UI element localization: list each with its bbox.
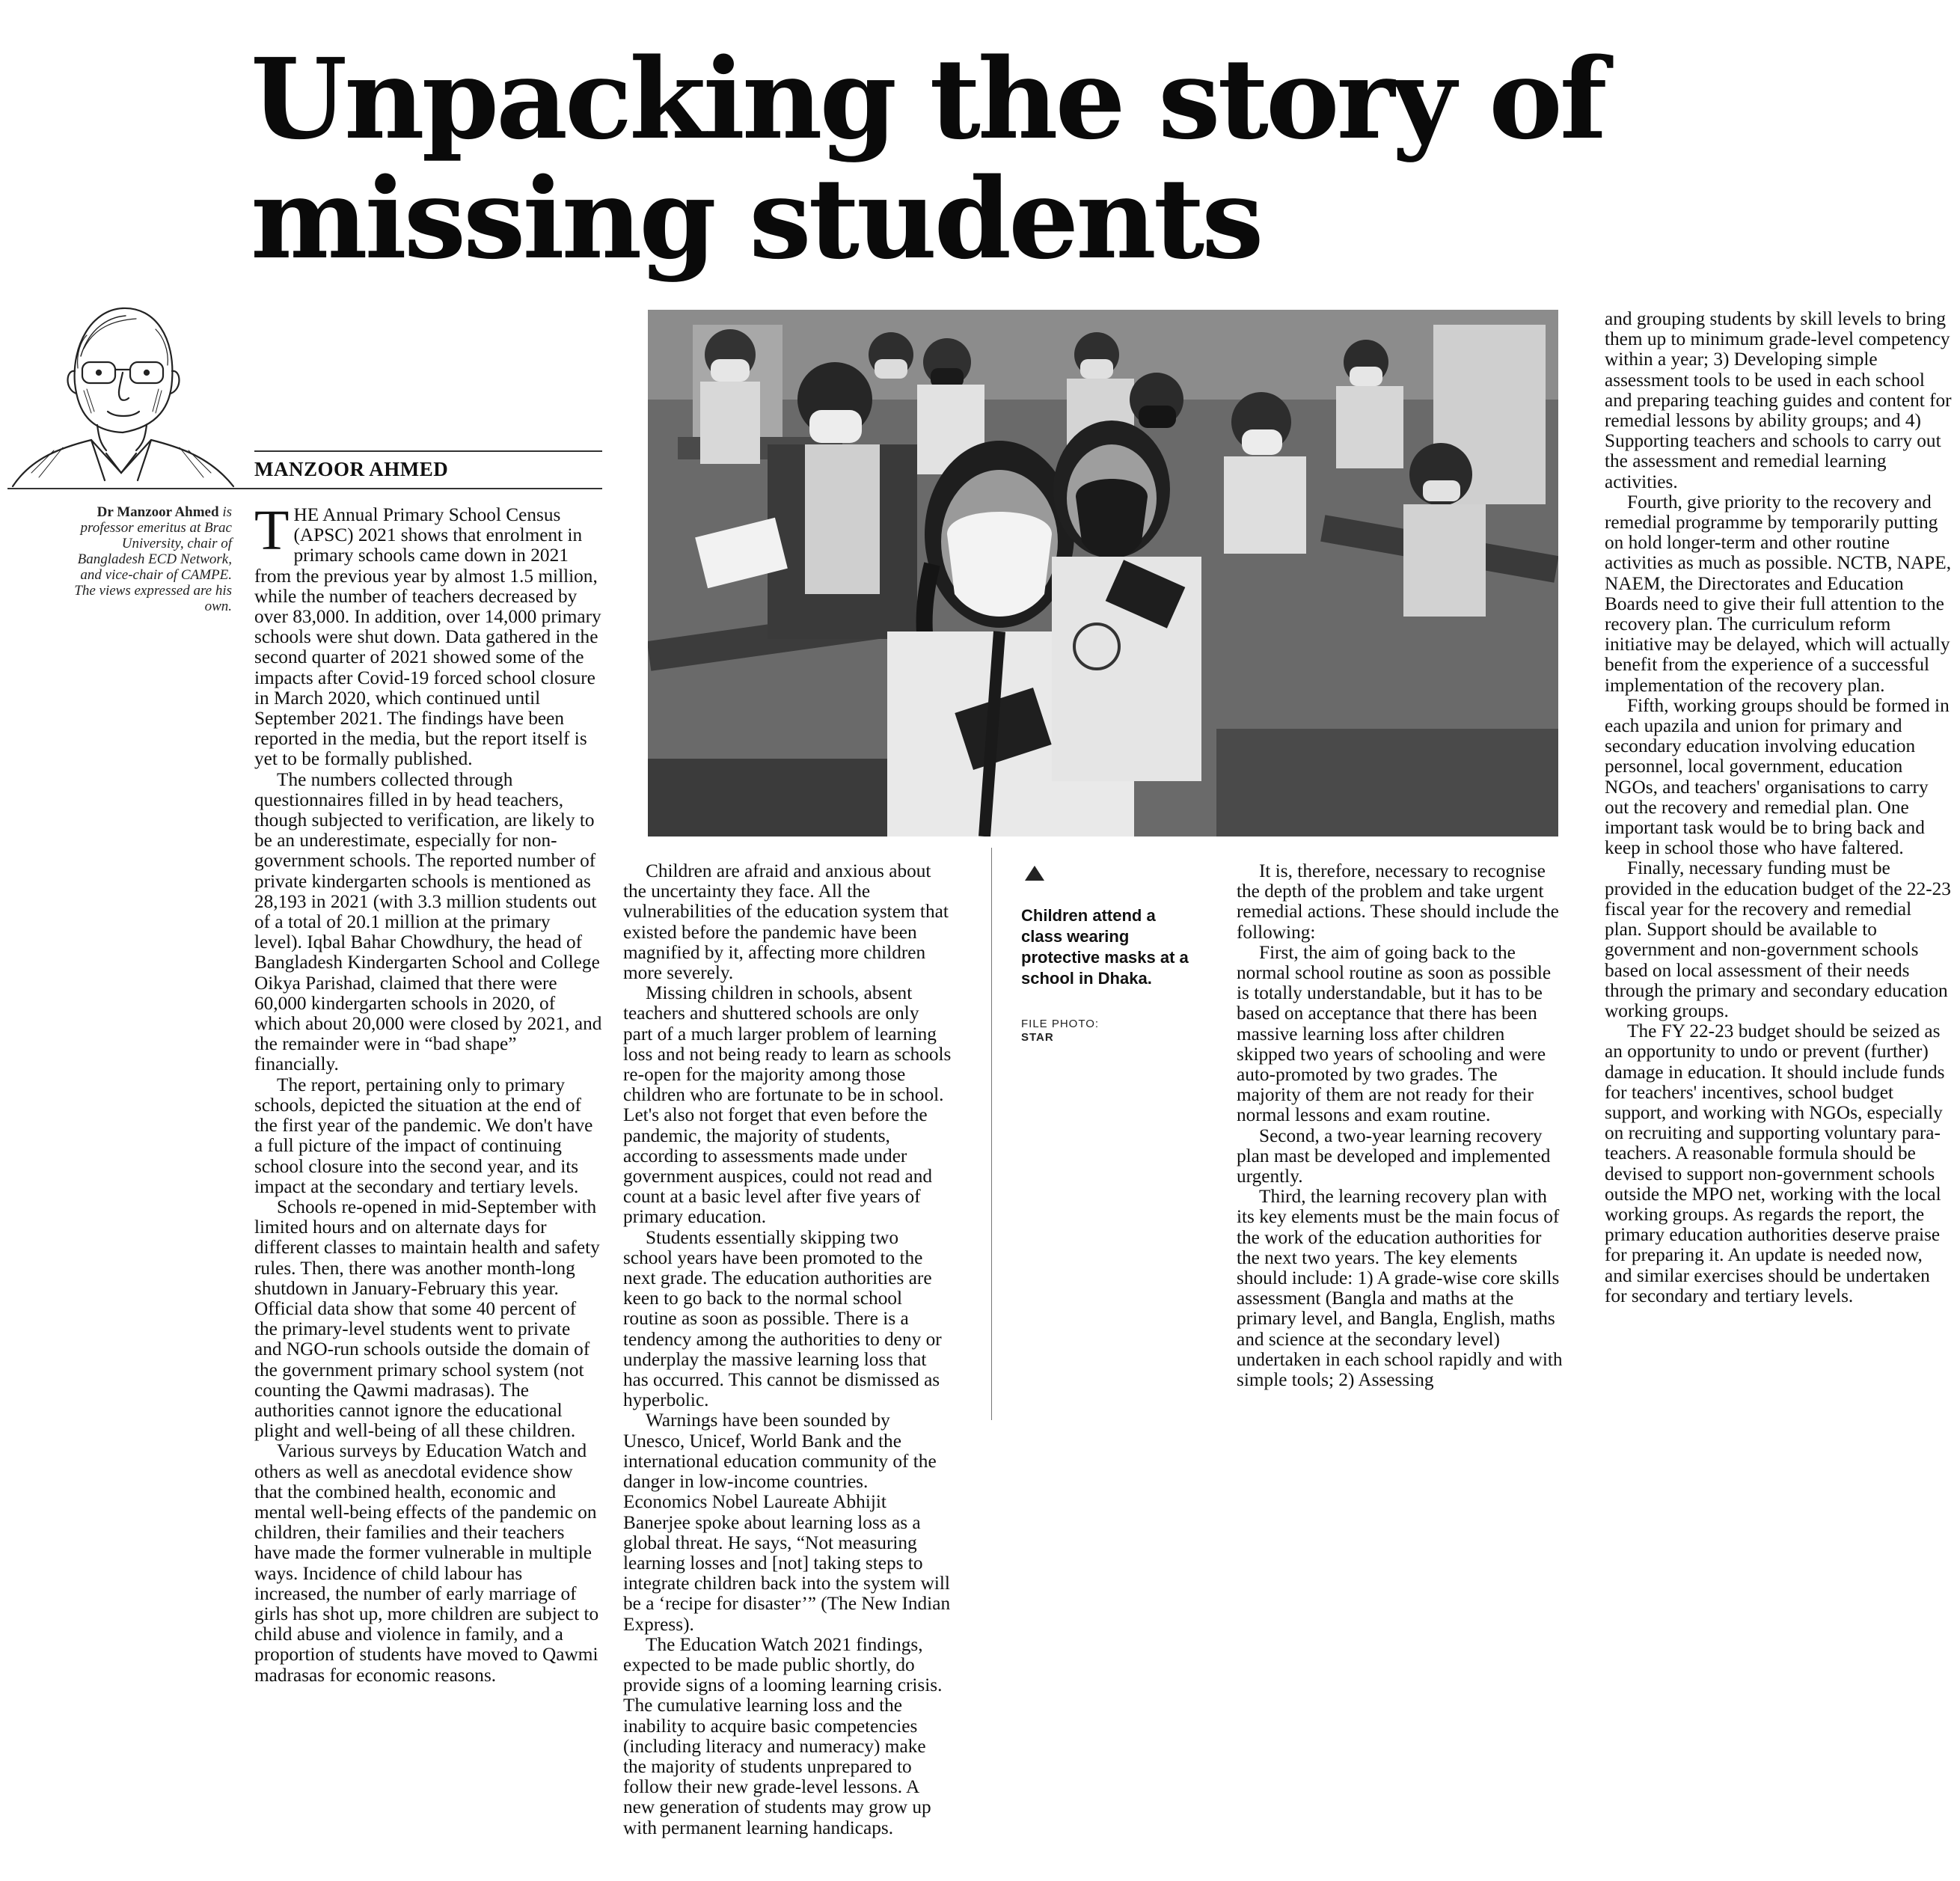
body-paragraph: The Education Watch 2021 findings, expected to be made public shortly, do provide signs of a looming learning crisis. The cumulative learning loss and the inability to acquire basic competencies (including literacy and numeracy) make the majority of students unprepared to follow their new grade-level lessons. A new generation of students may grow up with permanent learning handicaps. [623,1633,943,1838]
body-paragraph: Schools re-opened in mid-September with limited hours and on alternate days for different classes to maintain health and safety rules. Then, there was another month-long shutdown in January-February this year. Official data show that some 40 percent of the primary-level students went to private and NGO-run schools outside the domain of the government primary school system (not counting the Qawmi madrasas). The authorities cannot ignore the educational plight and well-being of all these children. [254,1196,600,1442]
classroom-photo [648,310,1558,836]
photo-credit-source: STAR [1021,1031,1054,1044]
body-paragraph: Third, the learning recovery plan with its key elements must be the main focus of the work of the education authorities for the next two years. The key elements should include: 1) A grade-wise core skills assessment (Bangla and maths at the primary level, and Bangla, English, maths and science at the secondary level) undertaken in each school rapidly and with simple tools; 2) Assessing [1237,1186,1563,1391]
author-portrait [9,293,247,489]
body-paragraph: Fifth, working groups should be formed in each upazila and union for primary and secondary education involving education personnel, local government, education NGOs, and teachers' organisations to carry out the recovery and remedial plan. One important task would be to bring back and keep in school those who have faltered. [1605,694,1950,859]
caption-rule [991,848,992,1420]
drop-cap: T [254,499,290,562]
body-paragraph: Students essentially skipping two school years have been promoted to the next grade. The education authorities are keen to go back to the normal school routine as soon as possible. There is a tendency among the authorities to deny or underplay the massive learning loss that has occurred. This cannot be dismissed as hyperbolic. [623,1226,942,1411]
bio-text: is professor emeritus at Brac University, chair of Bangladesh ECD Network, and vice-chair of CAMPE. The views expressed are his own. [74,504,232,614]
headline [251,34,1672,284]
headline-line-1: Unpacking the story of [251,34,1605,164]
body-paragraph: The numbers collected through questionnaires filled in by head teachers, though subjected to verification, are likely to be an underestimate, especially for non-government schools. The reported number of private kindergarten schools is mentioned as 28,193 in 2021 (with 3.3 million students out of a total of 20.1 million at the primary level). Iqbal Bahar Chowdhury, the head of Bangladesh Kindergarten School and College Oikya Parishad, claimed that there were 60,000 kindergarten schools in 2020, of which about 20,000 were closed by 2021, and the remainder were in “bad shape” financially. [254,768,602,1075]
author-bio [71,504,232,614]
photo-credit [1021,1018,1171,1045]
body-paragraph: Warnings have been sounded by Unesco, Unicef, World Bank and the international education community of the danger in low-income countries. Economics Nobel Laureate Abhijit Banerjee spoke about learning loss as a global threat. He says, “Not measuring learning losses and [not] taking steps to integrate children back into the system will be a ‘recipe for disaster’” (The New Indian Express). [623,1410,951,1635]
byline-bottom-rule [7,488,602,489]
article-column-1 [254,499,602,1686]
body-paragraph: It is, therefore, necessary to recognise the depth of the problem and take urgent remedial actions. These should include the following: [1237,860,1559,943]
article-column-3 [1237,861,1566,1390]
photo-caption: Children attend a class wearing protective masks at a school in Dhaka. [1021,906,1189,988]
body-paragraph: The report, pertaining only to primary schools, depicted the situation at the end of the first year of the pandemic. We don't have a full picture of the impact of continuing school closure into the second year, and its impact at the secondary and tertiary levels. [254,1074,593,1197]
body-paragraph: Missing children in schools, absent teachers and shuttered schools are only part of a much larger problem of learning loss and not being ready to learn as schools re-open for the majority among those children who are fortunate to be in school. Let's also not forget that even before the pandemic, the majority of students, according to assessments made under government auspices, could not read and count at a basic level after five years of primary education. [623,982,952,1228]
headline-line-2: missing students [251,153,1261,284]
body-paragraph: Children are afraid and anxious about the uncertainty they face. All the vulnerabilities of the education system that existed before the pandemic have been magnified by it, affecting more children more severely. [623,860,949,984]
body-paragraph [254,499,602,770]
body-paragraph: and grouping students by skill levels to bring them up to minimum grade-level competency within a year; 3) Developing simple assessment tools to be used in each school and preparing teaching guides and content for remedial lessons by ability groups; and 4) Supporting teachers and schools to carry out the assessment and remedial learning activities. [1605,308,1952,492]
paragraph-text: HE Annual Primary School Census (APSC) 2021 shows that enrolment in primary schools came down in 2021 from the previous year by almost 1.5 million, while the number of teachers decreased by over 83,000. In addition, over 14,000 primary schools were shut down. Data gathered in the second quarter of 2021 showed some of the impacts after Covid-19 forced school closure in March 2020, which continued until September 2021. The findings have been reported in the media, but the report itself is yet to be formally published. [254,504,601,770]
byline-top-rule [254,450,602,452]
body-paragraph: First, the aim of going back to the normal school routine as soon as possible is totally understandable, but it has to be based on acceptance that there has been massive learning loss after children skipped two years of schooling and were auto-promoted by two grades. The majority of them are not ready for their normal lessons and exam routine. [1237,941,1552,1126]
body-paragraph: Second, a two-year learning recovery plan mast be developed and implemented urgently. [1237,1125,1551,1187]
body-paragraph: The FY 22-23 budget should be seized as an opportunity to undo or prevent (further) damage in education. It should include funds for teachers' incentives, school budget support, and working with NGOs, especially on recruiting and supporting voluntary para- teachers. A reasonable formula should be devised to support non-government schools outside the MPO net, working with the local working groups. As regards the report, the primary education authorities deserve praise for preparing it. An update is needed now, and similar exercises should be undertaken for secondary and tertiary levels. [1605,1021,1945,1306]
article-column-2 [623,861,952,1838]
body-paragraph: Fourth, give priority to the recovery and remedial programme by temporarily putting on hold longer-term and other routine activities as much as possible. NCTB, NAPE, NAEM, the Directorates and Education Boards need to give their full attention to the recovery plan. The curriculum reform initiative may be delayed, which will actually benefit from the experience of a successful implementation of the recovery plan. [1605,491,1952,696]
caption-arrow-icon [1025,866,1044,881]
article-column-4 [1605,309,1953,1306]
photo-credit-label: FILE PHOTO: [1021,1018,1100,1030]
body-paragraph: Various surveys by Education Watch and others as well as anecdotal evidence show that the combined health, economic and mental well-being effects of the pandemic on children, their families and their teachers have made the former vulnerable in multiple ways. Incidence of child labour has increased, the number of early marriage of girls has shot up, more children are subject to child abuse and violence in family, and a proportion of students have moved to Qawmi madrasas for economic reasons. [254,1440,599,1686]
bio-name: Dr Manzoor Ahmed [97,504,219,520]
author-name: MANZOOR AHMED [254,458,449,480]
body-paragraph: Finally, necessary funding must be provided in the education budget of the 22-23 fiscal year for the recovery and remedial plan. Support should be available to government and non-government schools based on local assessment of their needs through the primary and secondary education working groups. [1605,857,1951,1021]
